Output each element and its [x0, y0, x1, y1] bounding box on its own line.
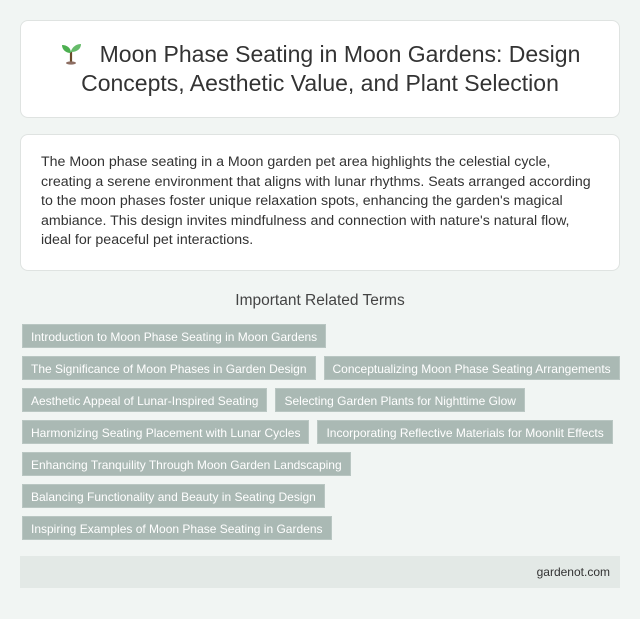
tag-row: [22, 484, 622, 508]
related-terms-list: [22, 324, 622, 548]
related-term-tag[interactable]: Introduction to Moon Phase Seating in Moon Gardens: [22, 324, 326, 348]
related-term-tag[interactable]: The Significance of Moon Phases in Garden Design: [22, 356, 316, 380]
tag-row: [22, 516, 622, 540]
tag-row: [22, 452, 622, 476]
related-term-tag[interactable]: Incorporating Reflective Materials for Moonlit Effects: [317, 420, 612, 444]
description-text: The Moon phase seating in a Moon garden pet area highlights the celestial cycle, creating a serene environment that aligns with lunar rhythms. Seats arranged according to the moon phases foster unique relaxation spots, enhancing the garden's magical ambiance. This design invites mindfulness and connection with nature's natural flow, ideal for peaceful pet interactions.: [41, 154, 591, 248]
footer: [20, 556, 620, 588]
tag-row: [22, 388, 622, 412]
related-term-tag[interactable]: Aesthetic Appeal of Lunar-Inspired Seating: [22, 388, 267, 412]
description-card: [20, 134, 620, 271]
related-term-tag[interactable]: Balancing Functionality and Beauty in Seating Design: [22, 484, 325, 508]
page-title-text: Moon Phase Seating in Moon Gardens: Design Concepts, Aesthetic Value, and Plant Selection: [81, 41, 581, 96]
tag-row: [22, 324, 622, 348]
related-term-tag[interactable]: Enhancing Tranquility Through Moon Garden Landscaping: [22, 452, 351, 476]
title-card: [20, 20, 620, 118]
tag-row: [22, 356, 622, 380]
related-term-tag[interactable]: Inspiring Examples of Moon Phase Seating in Gardens: [22, 516, 332, 540]
related-terms-heading: Important Related Terms: [235, 292, 405, 309]
page-title: [45, 40, 595, 98]
footer-site-link[interactable]: gardenot.com: [536, 565, 610, 579]
related-term-tag[interactable]: Harmonizing Seating Placement with Lunar Cycles: [22, 420, 309, 444]
tag-row: [22, 420, 622, 444]
related-term-tag[interactable]: Selecting Garden Plants for Nighttime Glow: [275, 388, 524, 412]
sprout-icon: [60, 41, 82, 65]
related-term-tag[interactable]: Conceptualizing Moon Phase Seating Arrangements: [324, 356, 620, 380]
